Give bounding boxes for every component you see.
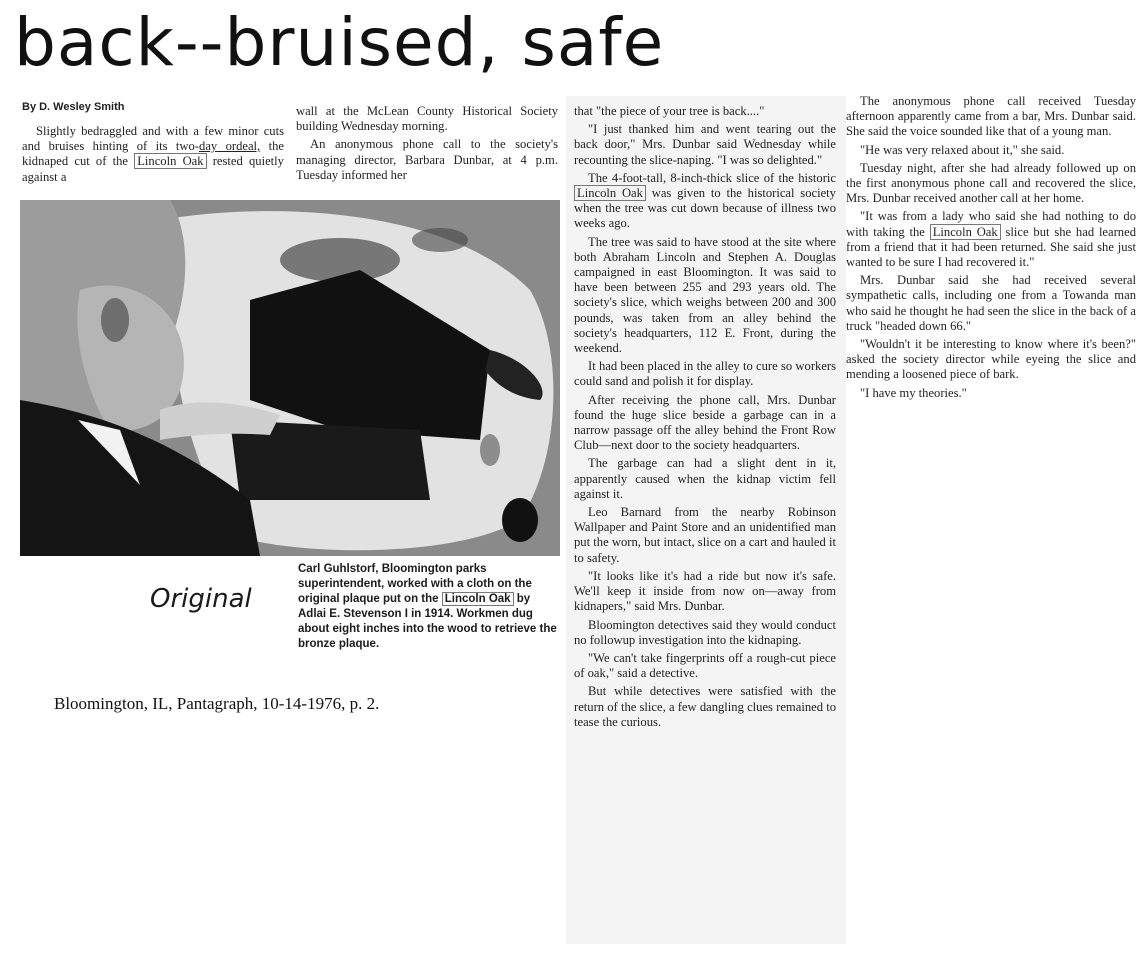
text-run: The 4-foot-tall, 8-inch-thick slice of the historic [588, 170, 836, 185]
headline: back--bruised, safe [14, 4, 665, 81]
column3-paragraph: But while detectives were satisfied with the return of the slice, a few dangling clues remained to tease the curious. [574, 684, 836, 729]
highlighted-term: Lincoln Oak [574, 185, 646, 201]
column4-paragraph: "He was very relaxed about it," she said. [860, 142, 1065, 157]
text-run: slice but she had learned from a friend that it had been returned. She said she just wanted to be sure I had recovered it." [846, 224, 1136, 270]
column3-paragraph: The garbage can had a slight dent in it, apparently caused when the kidnap victim fell against it. [574, 456, 836, 501]
column4-paragraph: "Wouldn't it be interesting to know where it's been?" asked the society director while eyeing the slice and mending a loosened piece of bark. [846, 337, 1136, 382]
highlighted-term: Lincoln Oak [442, 592, 514, 606]
photo-label-original: Original [150, 584, 252, 614]
caption-text: by Adlai E. Stevenson I in 1914. Workmen dug about eight inches into the wood to retrieve the bronze plaque. [298, 593, 557, 650]
column3-paragraph: Leo Barnard from the nearby Robinson Wallpaper and Paint Store and an unidentified man put the worn, but intact, slice on a cart and hauled it to safety. [574, 505, 836, 565]
article-column-3 [574, 104, 836, 733]
byline: By D. Wesley Smith [22, 101, 125, 113]
text-run: Slightly bedraggled and with a few minor cuts and bruises hinting of its two- [22, 124, 284, 154]
column4-paragraph: Mrs. Dunbar said she had received several sympathetic calls, including one from a Towanda man who said he thought he had seen the slice in the back of a truck "headed down 66." [846, 273, 1136, 333]
photo-lincoln-oak-slice [20, 200, 560, 556]
text-run: day ordeal, [199, 139, 261, 154]
column3-paragraph: that "the piece of your tree is back...." [574, 104, 765, 118]
text-run: the kidnaped cut of the [22, 139, 285, 169]
column4-paragraph: "I have my theories." [860, 385, 967, 400]
column3-paragraph [574, 171, 836, 232]
highlighted-term: Lincoln Oak [930, 224, 1001, 240]
article-column-2 [296, 104, 558, 186]
source-citation: Bloomington, IL, Pantagraph, 10-14-1976, p. 2. [54, 694, 380, 713]
column3-paragraph: "It looks like it's had a ride but now it's safe. We'll keep it inside from now on—away from kidnapers," said Mrs. Dunbar. [574, 568, 836, 614]
text-run: was given to the historical society when the tree was cut down because of illness two weeks ago. [574, 186, 836, 231]
column2-paragraph: wall at the McLean County Historical Society building Wednesday morning. [296, 104, 558, 134]
column3-paragraph: The tree was said to have stood at the site where both Abraham Lincoln and Stephen A. Douglas campaigned in east Bloomington. It was said to have been between 255 and 293 years old. The society's slice, which weighs between 200 and 300 pounds, was taken from an alley behind the society's headquarters, 112 E. Front, during the weekend. [574, 234, 836, 356]
column3-paragraph: After receiving the phone call, Mrs. Dunbar found the huge slice beside a garbage can in a narrow passage off the alley behind the Front Row Club—next door to the society headquarters. [574, 392, 836, 453]
text-run: rested quietly against a [22, 154, 284, 184]
article-column-4 [846, 94, 1136, 404]
highlighted-term: Lincoln Oak [134, 153, 206, 169]
caption-text: Carl Guhlstorf, Bloomington parks superintendent, worked with a cloth on the original plaque put on the [298, 563, 532, 605]
article-column-1 [22, 124, 284, 188]
column3-paragraph: Bloomington detectives said they would conduct no followup investigation into the kidnaping. [574, 617, 836, 647]
column4-paragraph [846, 209, 1136, 270]
text-run: "It was from a lady who said she had nothing to do with taking the [846, 209, 1136, 239]
column1-paragraph [22, 124, 284, 185]
column3-paragraph: "We can't take fingerprints off a rough-cut piece of oak," said a detective. [574, 650, 836, 681]
column4-paragraph: The anonymous phone call received Tuesday afternoon apparently came from a bar, Mrs. Dunbar said. She said the voice sounded like that of a young man. [846, 94, 1136, 139]
column3-paragraph: It had been placed in the alley to cure so workers could sand and polish it for display. [574, 359, 836, 389]
photo-caption [298, 562, 560, 652]
photo-illustration [20, 200, 560, 556]
column2-paragraph: An anonymous phone call to the society's managing director, Barbara Dunbar, at 4 p.m. Tuesday informed her [296, 137, 558, 182]
column3-paragraph: "I just thanked him and went tearing out the back door," Mrs. Dunbar said Wednesday while recounting the slice-naping. "I was so delighted." [574, 122, 836, 167]
column4-paragraph: Tuesday night, after she had already followed up on the first anonymous phone call and recovered the slice, Mrs. Dunbar received another call at her home. [846, 160, 1136, 206]
